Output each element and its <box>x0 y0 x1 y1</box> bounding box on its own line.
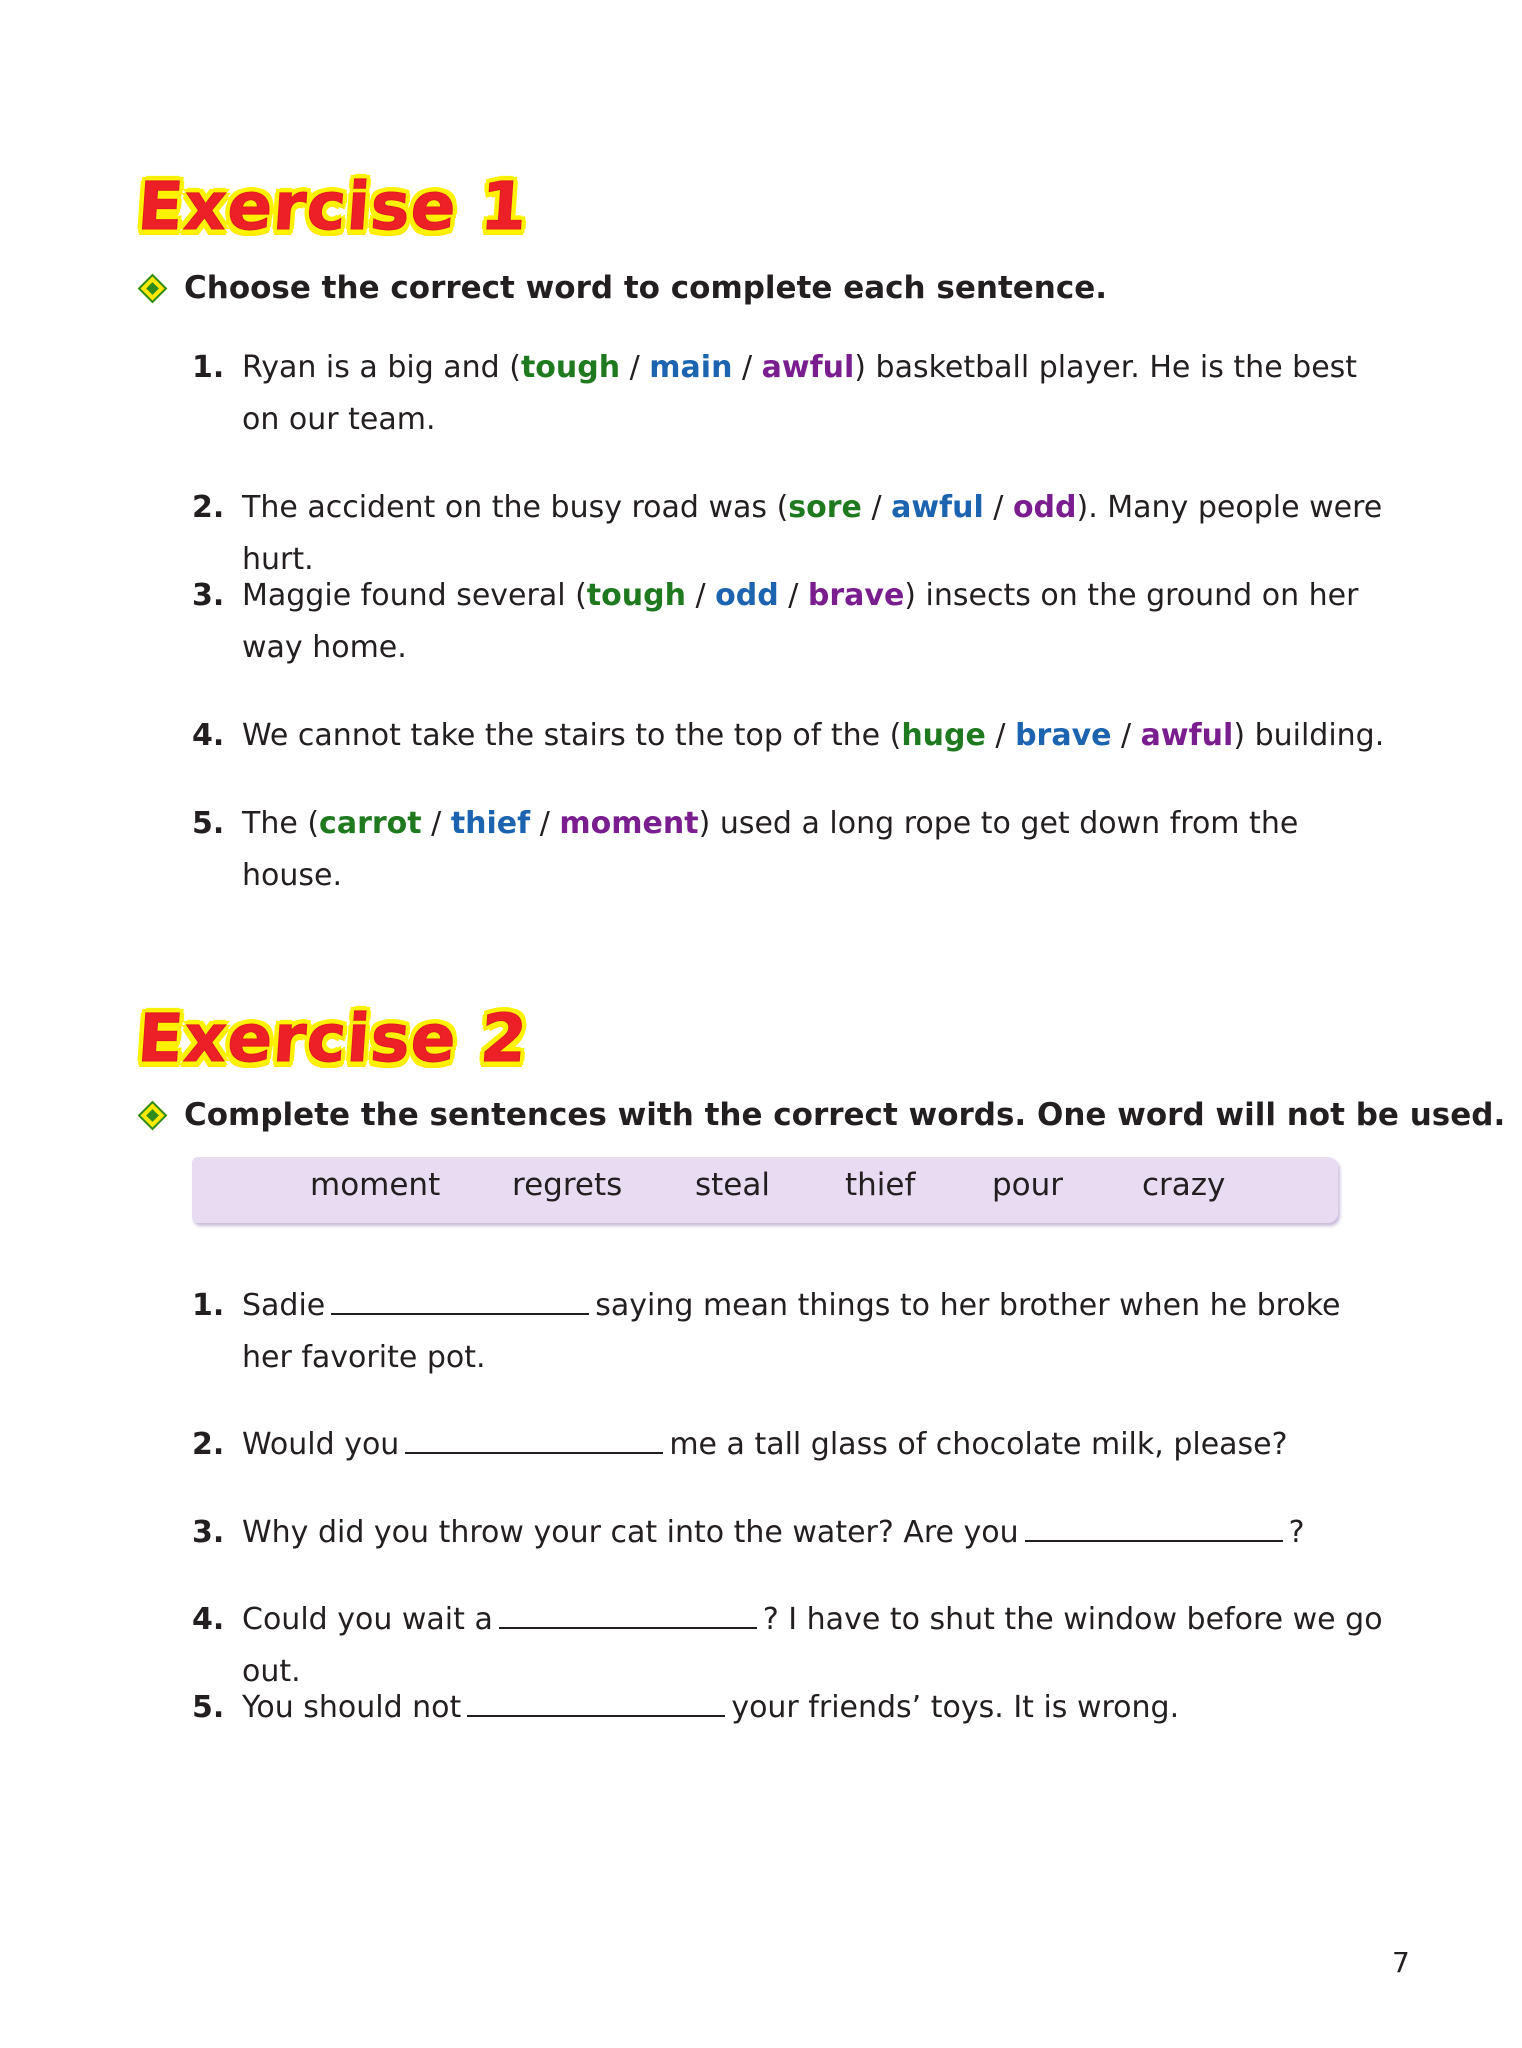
option-word[interactable]: tough <box>520 350 621 385</box>
sentence-start: We cannot take the stairs to the top of the ( <box>242 718 902 753</box>
option-separator: / <box>620 350 650 385</box>
sentence-start: You should not <box>242 1690 462 1725</box>
sentence-end: ). Many people were hurt. <box>242 490 1383 577</box>
word-bank <box>192 1157 1338 1223</box>
exercise-2-item <box>192 1507 1402 1559</box>
sentence-start: Would you <box>242 1427 400 1462</box>
sentence-end: ) building. <box>1233 718 1385 753</box>
item-number: 2. <box>192 490 225 525</box>
sentence-end: ? I have to shut the window before we go out. <box>242 1602 1383 1689</box>
item-number: 1. <box>192 1288 225 1323</box>
option-word[interactable]: odd <box>1012 490 1077 525</box>
item-number: 3. <box>192 1515 225 1550</box>
exercise-2-instruction <box>142 1097 1505 1133</box>
sentence-end: ) used a long rope to get down from the house. <box>242 806 1299 893</box>
item-number: 2. <box>192 1427 225 1462</box>
exercise-2-item <box>192 1682 1402 1734</box>
option-word[interactable]: main <box>649 350 733 385</box>
option-word[interactable]: brave <box>1015 718 1112 753</box>
option-word[interactable]: thief <box>450 806 531 841</box>
item-number: 4. <box>192 718 225 753</box>
exercise-2-item <box>192 1280 1402 1384</box>
word-bank-item: thief <box>845 1167 916 1203</box>
option-separator: / <box>685 578 716 613</box>
sentence-start: Maggie found several ( <box>242 578 587 613</box>
option-separator: / <box>530 806 560 841</box>
option-separator: / <box>1111 718 1141 753</box>
option-separator: / <box>861 490 892 525</box>
item-number: 5. <box>192 1690 225 1725</box>
option-word[interactable]: awful <box>761 350 855 385</box>
exercise-1-item <box>192 798 1402 902</box>
item-number: 4. <box>192 1602 225 1637</box>
option-word[interactable]: sore <box>788 490 862 525</box>
option-word[interactable]: moment <box>559 806 699 841</box>
exercise-1-item <box>192 342 1402 446</box>
sentence-start: The accident on the busy road was ( <box>242 490 789 525</box>
sentence-end: ) basketball player. He is the best on our team. <box>242 350 1358 437</box>
sentence-end: your friends’ toys. It is wrong. <box>731 1690 1180 1725</box>
answer-blank[interactable] <box>1025 1510 1283 1542</box>
word-bank-item: moment <box>310 1167 441 1203</box>
option-separator: / <box>732 350 762 385</box>
word-bank-item: steal <box>695 1167 770 1203</box>
option-word[interactable]: odd <box>715 578 779 613</box>
word-bank-item: regrets <box>512 1167 623 1203</box>
exercise-1-item <box>192 570 1402 674</box>
item-number: 1. <box>192 350 225 385</box>
page-number: 7 <box>1392 1946 1410 1979</box>
sentence-start: The ( <box>242 806 320 841</box>
sentence-end: ? <box>1288 1515 1305 1550</box>
diamond-bullet-icon <box>142 278 162 298</box>
sentence-end: saying mean things to her brother when he broke her favorite pot. <box>242 1288 1341 1375</box>
sentence-start: Why did you throw your cat into the water? Are you <box>242 1515 1019 1550</box>
item-number: 3. <box>192 578 225 613</box>
option-word[interactable]: tough <box>586 578 686 613</box>
exercise-1-instruction <box>142 270 1107 306</box>
exercise-1-item <box>192 710 1402 762</box>
option-word[interactable]: carrot <box>319 806 422 841</box>
sentence-start: Sadie <box>242 1288 326 1323</box>
sentence-end: me a tall glass of chocolate milk, please? <box>669 1427 1288 1462</box>
option-word[interactable]: awful <box>891 490 984 525</box>
exercise-2-title: Exercise 2 <box>135 1000 531 1077</box>
item-number: 5. <box>192 806 225 841</box>
answer-blank[interactable] <box>467 1685 725 1717</box>
word-bank-item: pour <box>992 1167 1064 1203</box>
option-separator: / <box>421 806 451 841</box>
sentence-start: Ryan is a big and ( <box>242 350 521 385</box>
option-separator: / <box>985 718 1016 753</box>
exercise-1-title: Exercise 1 <box>135 168 531 245</box>
instruction-text: Choose the correct word to complete each sentence. <box>184 270 1108 306</box>
diamond-bullet-icon <box>142 1105 162 1125</box>
option-word[interactable]: awful <box>1140 718 1234 753</box>
option-word[interactable]: huge <box>901 718 986 753</box>
word-bank-item: crazy <box>1142 1167 1226 1203</box>
answer-blank[interactable] <box>405 1422 663 1454</box>
answer-blank[interactable] <box>499 1597 757 1629</box>
answer-blank[interactable] <box>331 1283 589 1315</box>
exercise-2-item <box>192 1419 1402 1471</box>
option-separator: / <box>778 578 808 613</box>
option-separator: / <box>983 490 1013 525</box>
sentence-start: Could you wait a <box>242 1602 493 1637</box>
option-word[interactable]: brave <box>807 578 905 613</box>
instruction-text: Complete the sentences with the correct words. One word will not be used. <box>184 1097 1506 1133</box>
sentence-end: ) insects on the ground on her way home. <box>242 578 1359 665</box>
